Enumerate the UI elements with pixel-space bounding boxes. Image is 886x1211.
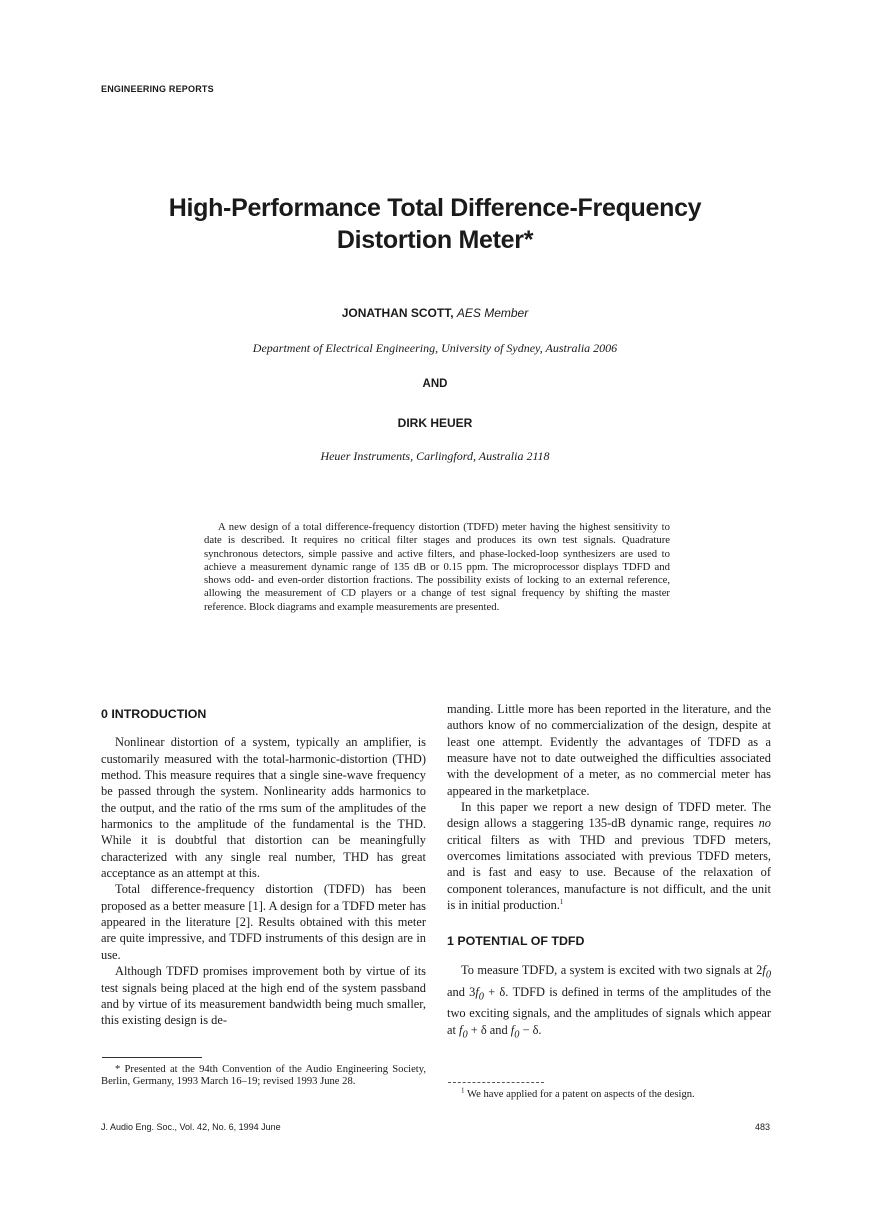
section-1-heading: 1 POTENTIAL OF TDFD <box>447 934 585 949</box>
intro-p4-a: In this paper we report a new design of TDFD meter. The design allows a staggering 135-dB dynamic range, requires <box>447 800 771 831</box>
footnote-star-text: * Presented at the 94th Convention of the Audio Engineering Society, Berlin, Germany, 1993 March 16–19; revised 1993 June 28. <box>101 1064 426 1087</box>
author-2-affiliation: Heuer Instruments, Carlingford, Australia 2118 <box>320 449 550 463</box>
footnote-rule-left <box>102 1057 202 1058</box>
section-0-heading: 0 INTRODUCTION <box>101 707 207 721</box>
footnote-1-text <box>447 1086 771 1101</box>
abstract <box>204 521 670 614</box>
footnote-rule-right <box>448 1082 544 1083</box>
s1-text-b: and 3 <box>447 984 476 999</box>
f0-2 <box>475 984 484 1003</box>
author-1-affiliation: Department of Electrical Engineering, University of Sydney, Australia 2006 <box>252 341 618 355</box>
author-1 <box>100 306 770 320</box>
right-column <box>447 701 771 1044</box>
title-line-2: Distortion Meter* <box>336 226 534 254</box>
f0-3-f: f <box>459 1022 463 1037</box>
paper-title <box>100 192 770 256</box>
f0-1-sub: 0 <box>765 969 771 981</box>
f0-4-f: f <box>510 1022 515 1037</box>
s1-text-e: − δ. <box>519 1022 542 1037</box>
intro-p4-emphasis: no <box>758 816 771 831</box>
f0-1 <box>762 962 771 981</box>
s1-text-a: To measure TDFD, a system is excited with two signals at 2 <box>461 962 763 977</box>
intro-paragraph-3-continued: manding. Little more has been reported in the literature, and the authors know of no commercialization of the design, despite at least one attempt. Evidently the advantages of TDFD as a measure have not to date outweighed the difficulties associated with the development of a meter, as no commercial meter has appeared in the marketplace. <box>447 702 771 798</box>
footnote-1 <box>447 1086 771 1101</box>
f0-2-sub: 0 <box>478 991 484 1003</box>
section-1-paragraph-1 <box>447 962 771 1044</box>
left-column <box>101 706 426 1029</box>
author-2-name: DIRK HEUER <box>397 416 473 430</box>
intro-paragraph-2: Total difference-frequency distortion (TDFD) has been proposed as a better measure [1]. A design for a TDFD meter has appeared in the literature [2]. Results obtained with this meter are quite impressive, and TDFD instruments of this design are in use. <box>101 882 426 962</box>
author-2 <box>100 416 770 430</box>
footnote-1-ref: 1 <box>559 898 564 906</box>
title-line-1: High-Performance Total Difference-Frequency <box>168 194 702 222</box>
abstract-text: A new design of a total difference-frequency distortion (TDFD) meter having the highest sensitivity to date is described. It requires no critical filter stages and produces its own test signals. Quadrature synchronous detectors, simple passive and active filters, and phase-locked-loop synthesizers are used to achieve a measurement dynamic range of 135 dB or 0.15 ppm. The microprocessor displays TDFD and shows odd- and even-order distortion fractions. The possibility exists of locking to an external reference, allowing the measurement of CD players or a change of test signal frequency by shifting the master reference. Block diagrams and example measurements are presented. <box>204 521 670 613</box>
f0-4-sub: 0 <box>514 1029 520 1041</box>
page-number: 483 <box>754 1122 770 1132</box>
intro-paragraph-4 <box>447 799 771 913</box>
f0-3-sub: 0 <box>462 1029 468 1041</box>
f0-3 <box>459 1022 468 1041</box>
intro-p4-b: critical filters as with THD and previous TDFD meters, overcomes limitations associated with previous TDFD meters, and is fast and easy to use. Because of the relaxation of component tolerances, manufacture is not difficult, and the unit is in initial production. <box>447 832 771 913</box>
footer-citation: J. Audio Eng. Soc., Vol. 42, No. 6, 1994 June <box>101 1122 281 1132</box>
f0-2-f: f <box>475 984 479 999</box>
footnote-1-body: We have applied for a patent on aspects of the design. <box>466 1089 695 1100</box>
intro-paragraph-1: Nonlinear distortion of a system, typically an amplifier, is customarily measured with the total-harmonic-distortion (THD) method. This measure requires that a single sine-wave frequency be passed through the system. Nonlinearity adds harmonics to the output, and the ratio of the rms sum of the amplitudes of the harmonics to the amplitude of the fundamental is the THD. While it is doubtful that distortion can be meaningfully characterized with any single real number, THD has great acceptance as an attempt at this. <box>101 735 426 881</box>
running-head: ENGINEERING REPORTS <box>101 84 214 94</box>
s1-text-c: + δ. TDFD is defined in terms of the amplitudes of the two exciting signals, and the amplitudes of signals which appear at <box>447 984 771 1037</box>
author-1-name: JONATHAN SCOTT, <box>341 306 454 320</box>
f0-1-f: f <box>762 962 766 977</box>
intro-paragraph-3: Although TDFD promises improvement both by virtue of its test signals being placed at the high end of the system passband and by virtue of its measurement bandwidth being much smaller, this existing design is de- <box>101 964 426 1028</box>
footnote-1-mark: 1 <box>461 1086 465 1095</box>
and-separator: AND <box>422 378 448 390</box>
footnote-star <box>101 1064 426 1088</box>
s1-text-d: + δ and <box>467 1022 511 1037</box>
author-1-membership: AES Member <box>456 306 529 320</box>
